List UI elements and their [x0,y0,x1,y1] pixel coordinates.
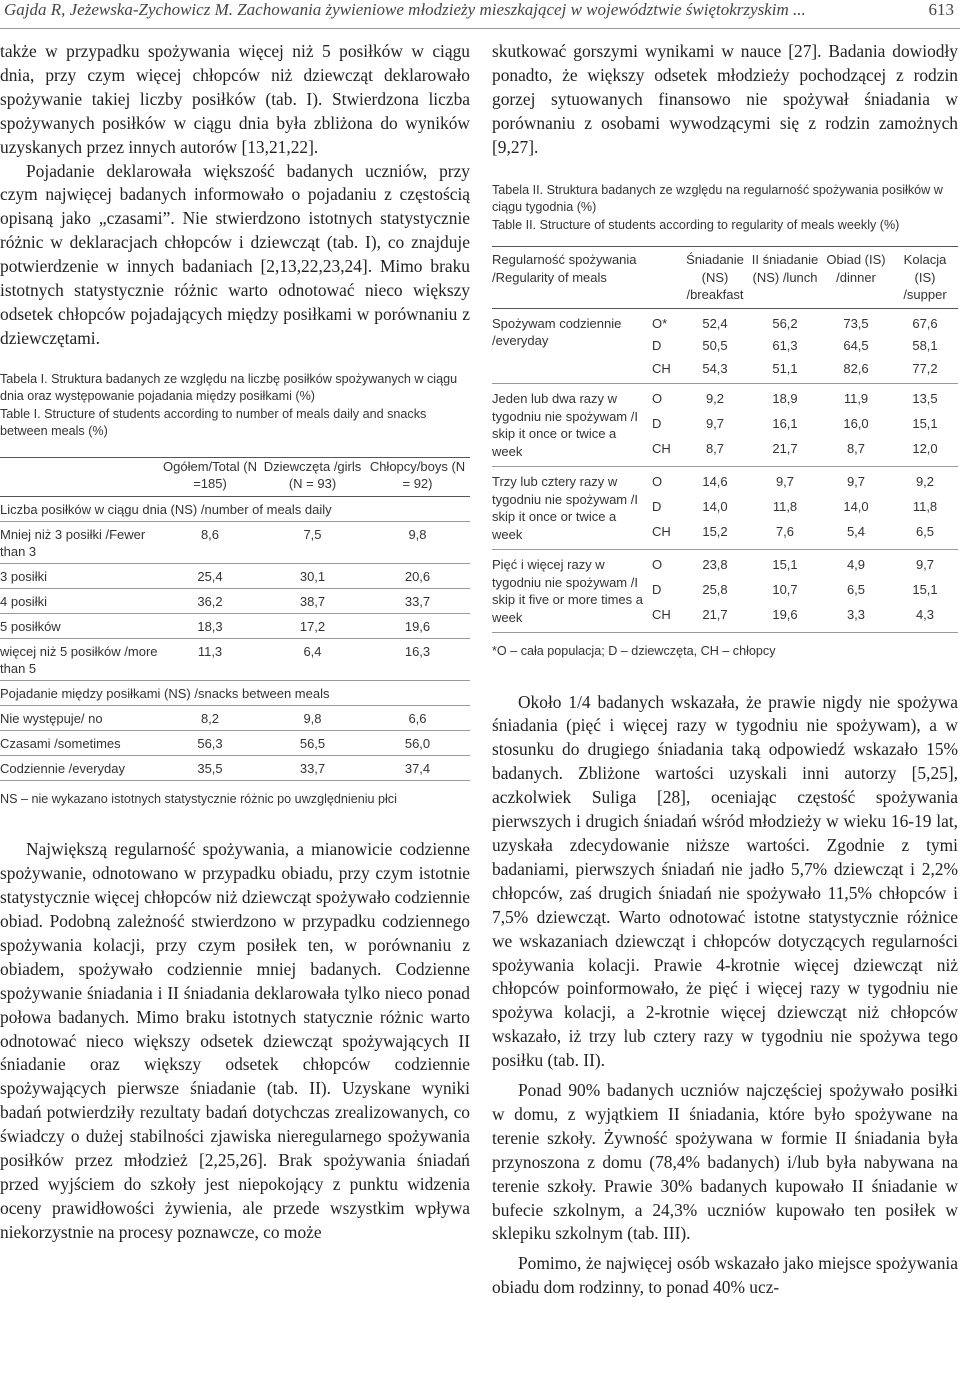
table2-header-supper: Kolacja (IS) /supper [892,247,958,309]
cell-value: 8,6 [160,521,260,563]
cell-value: 6,5 [846,581,866,597]
cell-value: 11,3 [160,638,260,680]
right-column [492,40,958,1300]
table2-footnote: *O – cała populacja; D – dziewczęta, CH – chłopcy [492,644,776,659]
cell-value: 15,1 [912,581,938,597]
table2-header-lunch: II śniadanie (NS) /lunch [750,247,820,309]
cell-value: 11,8 [912,498,938,514]
table1-section-snacks: Pojadanie między posiłkami (NS) /snacks between meals [0,680,470,705]
right-paragraph-4: Pomimo, że najwięcej osób wskazało jako miejsce spożywania obiadu dom rodzinny, to ponad 40% ucz- [492,1253,958,1298]
cell-value: 56,0 [365,730,470,755]
cell-value: 9,8 [260,705,365,730]
cell-value: 19,6 [750,601,820,633]
group-code: D [652,415,662,431]
cell-value: 82,6 [820,355,892,384]
left-paragraph-1: także w przypadku spożywania więcej niż 5 posiłków w ciągu dnia, przy czym więcej chłopców niż dziewcząt deklarowało spożywanie takiej liczby posiłków (tab. I). Stwierdzona liczba spożywanych posiłków w ciągu dnia była zbliżona do wyników uzyskanych przez innych autorów [13,21,22]. [0,41,470,157]
cell-value: 23,8 [702,557,728,573]
group-code: O [652,391,663,407]
table-row [0,755,470,780]
cell-value: 7,5 [260,521,365,563]
cell-value: 6,6 [365,705,470,730]
cell-value: 14,0 [843,498,869,514]
cell-value: 51,1 [750,355,820,384]
cell-value: 56,2 [772,315,798,331]
cell-value: 25,8 [702,581,728,597]
group-code: O* [652,315,668,331]
table-row [492,467,958,493]
cell-value: 10,7 [772,581,798,597]
cell-value: 30,1 [260,563,365,588]
cell-value: 33,7 [365,588,470,613]
table-row [0,638,470,680]
group-code: CH [652,435,680,467]
cell-value: 15,2 [680,518,750,550]
cell-value: 12,0 [892,435,958,467]
running-head-text: Gajda R, Jeżewska-Zychowicz M. Zachowania żywieniowe młodzieży mieszkającej w województwie świętokrzyskim ... [4,0,806,19]
table-1 [0,457,470,781]
cell-value: 9,7 [705,415,725,431]
group-code: D [652,498,662,514]
group-code: O [652,474,663,490]
cell-value: 9,2 [915,474,935,490]
table2-header-dinner: Obiad (IS) /dinner [820,247,892,309]
cell-value: 9,7 [775,474,795,490]
row-label: Mniej niż 3 posiłki /Fewer than 3 [0,521,160,563]
cell-value: 6,5 [892,518,958,550]
table1-caption-en: Table I. Structure of students according to number of meals daily and snacks between meals (%) [0,406,427,439]
cell-value: 56,3 [160,730,260,755]
cell-value: 18,3 [160,613,260,638]
cell-value: 73,5 [843,315,869,331]
cell-value: 52,4 [702,315,728,331]
table-2-body [492,309,958,634]
cell-value: 20,6 [365,563,470,588]
cell-value: 16,0 [843,415,869,431]
cell-value: 25,4 [160,563,260,588]
cell-value: 15,1 [912,415,938,431]
group-code: CH [652,355,680,384]
cell-value: 36,2 [160,588,260,613]
row-group-label: Pięć i więcej razy w tygodniu nie spożywam /I skip it five or more times a week [492,550,652,633]
table-row [0,563,470,588]
cell-value: 5,4 [820,518,892,550]
cell-value: 14,0 [702,498,728,514]
table-row [0,613,470,638]
table-row [492,384,958,410]
table2-header-breakfast: Śniadanie (NS) /breakfast [680,247,750,309]
row-group-label: Spożywam codziennie /everyday [492,309,652,384]
row-label: więcej niż 5 posiłków /more than 5 [0,638,160,680]
cell-value: 9,8 [365,521,470,563]
left-column [0,40,470,1245]
group-code: D [652,338,662,354]
cell-value: 8,7 [820,435,892,467]
right-paragraph-3: Ponad 90% badanych uczniów najczęściej spożywało posiłki w domu, z wyjątkiem II śniadania, które było spożywane na terenie szkoły. Żywność spożywana w formie II śniadania była przynoszona z domu (78,4% badanych) i/lub była nabywana na terenie szkoły. Prawie 30% badanych kupowało II śniadanie w bufecie szkolnym, a 24,3% uczniów kupowało ten posiłek w sklepiku szkolnym (tab. III). [492,1080,958,1244]
row-label: 4 posiłki [0,588,160,613]
row-label: Nie występuje/ no [0,705,160,730]
row-label: 3 posiłki [0,563,160,588]
table2-caption-pl: Tabela II. Struktura badanych ze względu na regularność spożywania posiłków w ciągu tygodnia (%) [492,182,943,215]
table2-caption-en: Table II. Structure of students according to regularity of meals weekly (%) [492,217,900,232]
cell-value: 11,8 [772,498,798,514]
table-row [0,521,470,563]
row-label: Codziennie /everyday [0,755,160,780]
cell-value: 15,1 [772,557,798,573]
group-code: CH [652,518,680,550]
cell-value: 8,7 [680,435,750,467]
right-paragraph-1: skutkować gorszymi wynikami w nauce [27]. Badania dowiodły ponadto, że większy odsetek młodzieży pochodzącej z rodzin gorzej sytuowanych finansowo nie spożywał śniadania w porównaniu z osobami wywodzącymi się z rodzin zamożnych [9,27]. [492,41,958,157]
cell-value: 58,1 [912,338,938,354]
running-header [0,0,960,29]
cell-value: 21,7 [750,435,820,467]
cell-value: 64,5 [843,338,869,354]
table1-footnote: NS – nie wykazano istotnych statystycznie różnic po uwzględnieniu płci [0,791,397,806]
group-code: CH [652,601,680,633]
cell-value: 77,2 [892,355,958,384]
page-number: 613 [928,0,954,19]
left-paragraph-2: Pojadanie deklarowała większość badanych uczniów, przy czym najwięcej badanych informowało o pojadaniu z częstością opisaną jako „czasami”. Nie stwierdzono istotnych statystycznie różnic w deklaracjach chłopców i dziewcząt (tab. I), co znajduje potwierdzenie w innych badaniach [2,13,22,23,24]. Mimo braku istotnych statystycznie różnic warto odnotować nieco większy odsetek chłopców pojadających między posiłkami w porównaniu z dziewczętami. [0,160,470,348]
table-2 [492,246,958,309]
cell-value: 9,7 [846,474,866,490]
table1-section-meals: Liczba posiłków w ciągu dnia (NS) /number of meals daily [0,496,470,521]
table1-header-total: Ogółem/Total (N =185) [160,457,260,496]
cell-value: 11,9 [843,391,869,407]
row-group-label: Jeden lub dwa razy w tygodniu nie spożywam /I skip it once or twice a week [492,384,652,467]
cell-value: 67,6 [912,315,938,331]
table-row [0,588,470,613]
row-group-label: Trzy lub cztery razy w tygodniu nie spożywam /I skip it once or twice a week [492,467,652,550]
cell-value: 8,2 [160,705,260,730]
right-paragraph-2: Około 1/4 badanych wskazała, że prawie nigdy nie spożywa śniadania (pięć i więcej razy w tygodniu nie spożywam), a w stosunku do drugiego śniadania taką odpowiedź wskazało 15% badanych. Zbliżone wartości uzyskali inni autorzy [5,25], aczkolwiek Suliga [28], oceniając częstość spożywania pierwszych i drugich śniadań wśród młodzieży w wieku 16-19 lat, uzyskała zdecydowanie niższe wartości. Zgodnie z tymi badaniami, pierwszych śniadań nie jadło 5,7% dziewcząt i 2,2% chłopców, zaś drugich śniadań nie spożywało 11,5% chłopców i 7,5% dziewcząt. Warto odnotować istotne statystycznie różnice we wskazaniach dziewcząt i chłopców dotyczących regularności spożywania kolacji. Prawie 4-krotnie więcej dziewcząt niż chłopców poinformowało, że pięć i więcej razy w tygodniu nie spożywa kolacji, a 2-krotnie więcej dziewcząt niż chłopców wskazało, iż trzy lub cztery razy w tygodniu nie spożywa tego posiłku (tab. II). [492,691,958,1071]
group-code: D [652,581,662,597]
table2-header-regularity: Regularność spożywania /Regularity of meals [492,247,652,309]
table-row [492,550,958,576]
cell-value: 3,3 [820,601,892,633]
cell-value: 17,2 [260,613,365,638]
cell-value: 61,3 [772,338,798,354]
table1-header-boys: Chłopcy/boys (N = 92) [365,457,470,496]
table-row [492,309,958,333]
left-paragraph-3: Największą regularność spożywania, a mianowicie codzienne spożywanie, odnotowano w przypadku obiadu, przy czym istotnie statystycznie więcej chłopców niż dziewcząt spożywało codziennie obiad. Podobną zależność stwierdzono w przypadku codziennego spożywania kolacji, przy czym posiłek ten, w porównaniu z obiadem, spożywało codziennie mniej badanych. Codzienne spożywanie śniadania i II śniadania deklarowała tylko nieco ponad połowa badanych. Mimo braku istotnych statycznie różnic warto odnotować nieco większy odsetek dziewcząt spożywających II śniadanie oraz większy odsetek chłopców codziennie spożywających pierwsze śniadanie (tab. II). Uzyskane wyniki badań potwierdziły rezultaty badań dotychczas zrealizowanych, co świadczy o dużej stabilności zjawiska nieregularnego spożywania posiłków przez młodzież [2,25,26]. Brak spożywania śniadań przed wyjściem do szkoły jest niepokojący z punktu widzenia oceny prawidłowości żywienia, ale przede wszystkim wpływa niekorzystnie na procesy poznawcze, co może [0,839,470,1242]
group-code: O [652,557,663,573]
cell-value: 19,6 [365,613,470,638]
cell-value: 56,5 [260,730,365,755]
table-row [0,705,470,730]
cell-value: 9,2 [705,391,725,407]
cell-value: 33,7 [260,755,365,780]
cell-value: 50,5 [702,338,728,354]
cell-value: 16,3 [365,638,470,680]
cell-value: 16,1 [772,415,798,431]
cell-value: 7,6 [750,518,820,550]
cell-value: 35,5 [160,755,260,780]
table1-caption-pl: Tabela I. Struktura badanych ze względu na liczbę posiłków spożywanych w ciągu dnia oraz występowanie pojadania między posiłkami (%) [0,371,458,404]
cell-value: 21,7 [680,601,750,633]
cell-value: 13,5 [912,391,938,407]
cell-value: 9,7 [915,557,935,573]
row-label: 5 posiłków [0,613,160,638]
cell-value: 37,4 [365,755,470,780]
cell-value: 4,3 [892,601,958,633]
cell-value: 4,9 [846,557,866,573]
cell-value: 6,4 [260,638,365,680]
cell-value: 54,3 [680,355,750,384]
cell-value: 38,7 [260,588,365,613]
row-label: Czasami /sometimes [0,730,160,755]
cell-value: 14,6 [702,474,728,490]
table-row [0,730,470,755]
table1-header-girls: Dziewczęta /girls (N = 93) [260,457,365,496]
cell-value: 18,9 [772,391,798,407]
